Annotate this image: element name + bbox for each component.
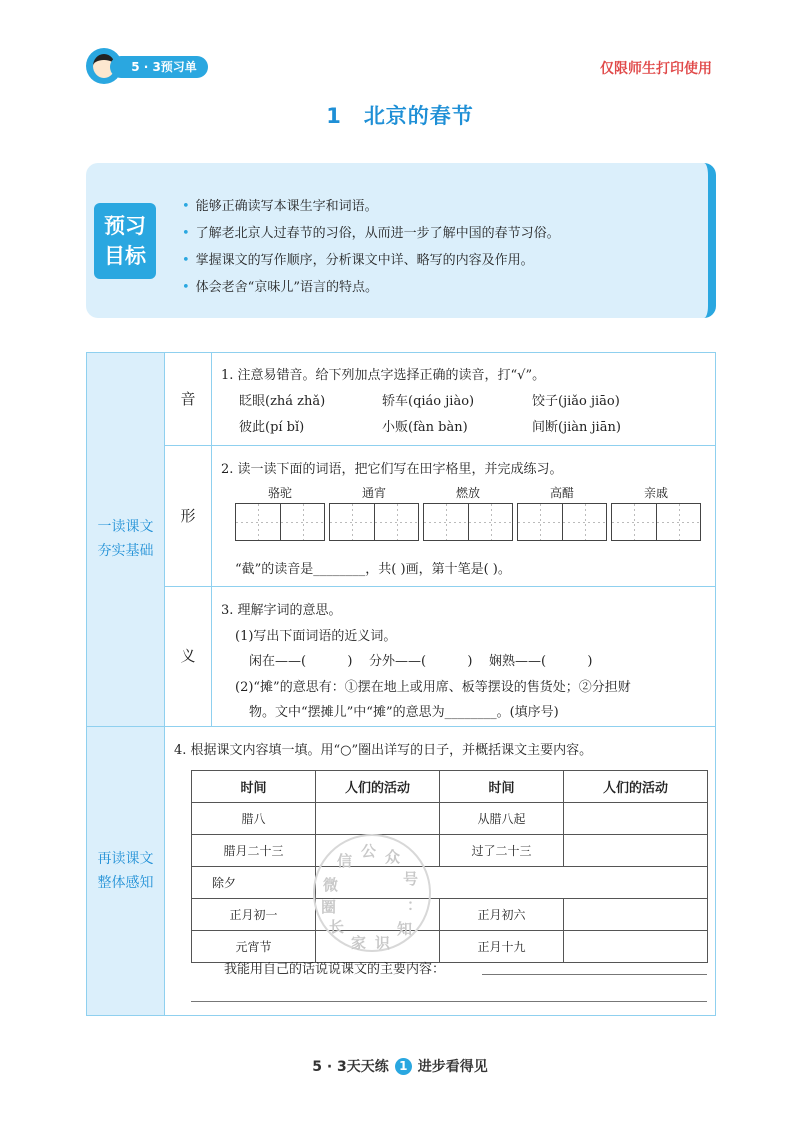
section-overview-line2: 整体感知 xyxy=(97,875,154,891)
time-cell: 从腊八起 xyxy=(440,803,564,835)
tianzige-grid[interactable] xyxy=(423,503,513,541)
subquestion-2-cont[interactable]: 物。文中“摆摊儿”中“摊”的意思为________。(填序号) xyxy=(249,705,559,720)
col-time: 时间 xyxy=(192,771,316,803)
word-label: 燃放 xyxy=(455,486,480,500)
lesson-number: 1 xyxy=(326,104,342,128)
watermark-char: 信 xyxy=(337,852,353,870)
form-exercise xyxy=(212,446,715,587)
goal-item: • 了解老北京人过春节的习俗，从而进一步了解中国的春节习俗。 xyxy=(182,220,560,247)
col-time: 时间 xyxy=(440,771,564,803)
watermark-char: 众 xyxy=(385,848,401,866)
watermark-char: 微 xyxy=(323,876,339,894)
word-label: 高醋 xyxy=(549,486,574,500)
time-cell: 正月初六 xyxy=(440,899,564,931)
tianzige-grid[interactable] xyxy=(611,503,701,541)
subquestion-1: (1)写出下面词语的近义词。 xyxy=(235,629,397,644)
activity-cell[interactable] xyxy=(564,931,708,963)
subquestion-2: (2)“摊”的意思有：①摆在地上或用席、板等摆设的售货处；②分担财 xyxy=(235,680,631,695)
question-4: 4. 根据课文内容填一填。用“○”圈出详写的日子，并概括课文主要内容。 xyxy=(174,743,593,758)
goals-list xyxy=(182,193,560,301)
goals-badge xyxy=(94,203,156,279)
series-label: 5 · 3预习单 xyxy=(110,56,208,78)
meaning-exercise xyxy=(212,587,715,727)
table-row xyxy=(192,835,708,867)
category-pronunciation: 音 xyxy=(165,353,212,446)
goal-item: • 能够正确读写本课生字和词语。 xyxy=(182,193,560,220)
preview-goals-panel xyxy=(86,163,716,318)
page-number-badge: 1 xyxy=(395,1058,412,1075)
col-activity: 人们的活动 xyxy=(316,771,440,803)
pinyin-choice[interactable]: 间断(jiàn jiān) xyxy=(532,420,621,435)
category-form: 形 xyxy=(165,446,212,587)
series-logo xyxy=(86,48,208,84)
page-title xyxy=(0,100,800,130)
tianzige-grid[interactable] xyxy=(329,503,419,541)
question-2: 2. 读一读下面的词语，把它们写在田字格里，并完成练习。 xyxy=(221,462,563,477)
activities-table xyxy=(191,770,708,963)
table-row xyxy=(192,899,708,931)
section-basics xyxy=(87,353,165,727)
goal-item: • 体会老舍“京味儿”语言的特点。 xyxy=(182,274,560,301)
pinyin-choice[interactable]: 彼此(pí bǐ) xyxy=(239,420,305,435)
summary-answer-line[interactable] xyxy=(191,1001,707,1002)
section-overview xyxy=(87,727,165,1015)
pinyin-choice[interactable]: 饺子(jiǎo jiāo) xyxy=(532,394,620,409)
category-meaning: 义 xyxy=(165,587,212,727)
watermark-char: 号 xyxy=(403,870,419,888)
restriction-notice: 仅限师生打印使用 xyxy=(600,61,712,77)
stroke-question[interactable]: “截”的读音是________，共( )画，第十笔是( )。 xyxy=(235,562,511,577)
lesson-title: 北京的春节 xyxy=(363,104,474,128)
tianzige-grid[interactable] xyxy=(517,503,607,541)
time-cell: 腊八 xyxy=(192,803,316,835)
watermark-char: ： xyxy=(407,896,423,914)
section-overview-label xyxy=(87,847,164,895)
activity-cell[interactable] xyxy=(564,899,708,931)
section-basics-line1: 一读课文 xyxy=(97,519,154,535)
word-label: 骆驼 xyxy=(267,486,292,500)
summary-answer-line[interactable] xyxy=(482,974,707,975)
question-1: 1. 注意易错音。给下列加点字选择正确的读音，打“√”。 xyxy=(221,368,546,383)
footer-slogan: 进步看得见 xyxy=(417,1059,488,1075)
goals-badge-line2: 目标 xyxy=(104,244,146,268)
activity-cell[interactable] xyxy=(564,835,708,867)
section-basics-line2: 夯实基础 xyxy=(97,543,154,559)
section-overview-line1: 再读课文 xyxy=(97,851,154,867)
footer-series: 5 · 3天天练 xyxy=(312,1059,389,1075)
watermark-seal xyxy=(313,834,431,952)
activity-cell[interactable] xyxy=(316,803,440,835)
table-row xyxy=(192,867,708,899)
page-footer xyxy=(0,1056,800,1076)
pinyin-choice[interactable]: 眨眼(zhá zhǎ) xyxy=(239,394,326,409)
time-cell: 过了二十三 xyxy=(440,835,564,867)
question-3: 3. 理解字词的意思。 xyxy=(221,603,342,618)
time-cell: 正月初一 xyxy=(192,899,316,931)
word-label: 亲戚 xyxy=(643,486,668,500)
time-cell: 腊月二十三 xyxy=(192,835,316,867)
goals-badge-line1: 预习 xyxy=(104,214,146,238)
time-cell: 正月十九 xyxy=(440,931,564,963)
watermark-char: 识 xyxy=(375,934,391,952)
pinyin-choice[interactable]: 小贩(fàn bàn) xyxy=(382,420,468,435)
activity-cell[interactable] xyxy=(564,803,708,835)
watermark-char: 家 xyxy=(351,934,367,952)
summary-prompt: 我能用自己的话说说课文的主要内容： xyxy=(224,962,446,977)
table-row xyxy=(192,803,708,835)
pronunciation-exercise xyxy=(212,353,715,446)
synonym-blanks[interactable]: 闲在——( ) 分外——( ) 娴熟——( ) xyxy=(249,654,593,669)
col-activity: 人们的活动 xyxy=(564,771,708,803)
watermark-char: 公 xyxy=(361,842,377,860)
section-basics-label xyxy=(87,515,164,563)
tianzige-grid[interactable] xyxy=(235,503,325,541)
time-cell: 除夕 xyxy=(192,867,316,899)
watermark-char: 长 xyxy=(329,918,345,936)
watermark-char: 知 xyxy=(397,920,413,938)
pinyin-choice[interactable]: 轿车(qiáo jiào) xyxy=(382,394,475,409)
word-label: 通宵 xyxy=(361,486,386,500)
goal-item: • 掌握课文的写作顺序，分析课文中详、略写的内容及作用。 xyxy=(182,247,560,274)
time-cell: 元宵节 xyxy=(192,931,316,963)
watermark-char: 圈 xyxy=(321,898,337,916)
